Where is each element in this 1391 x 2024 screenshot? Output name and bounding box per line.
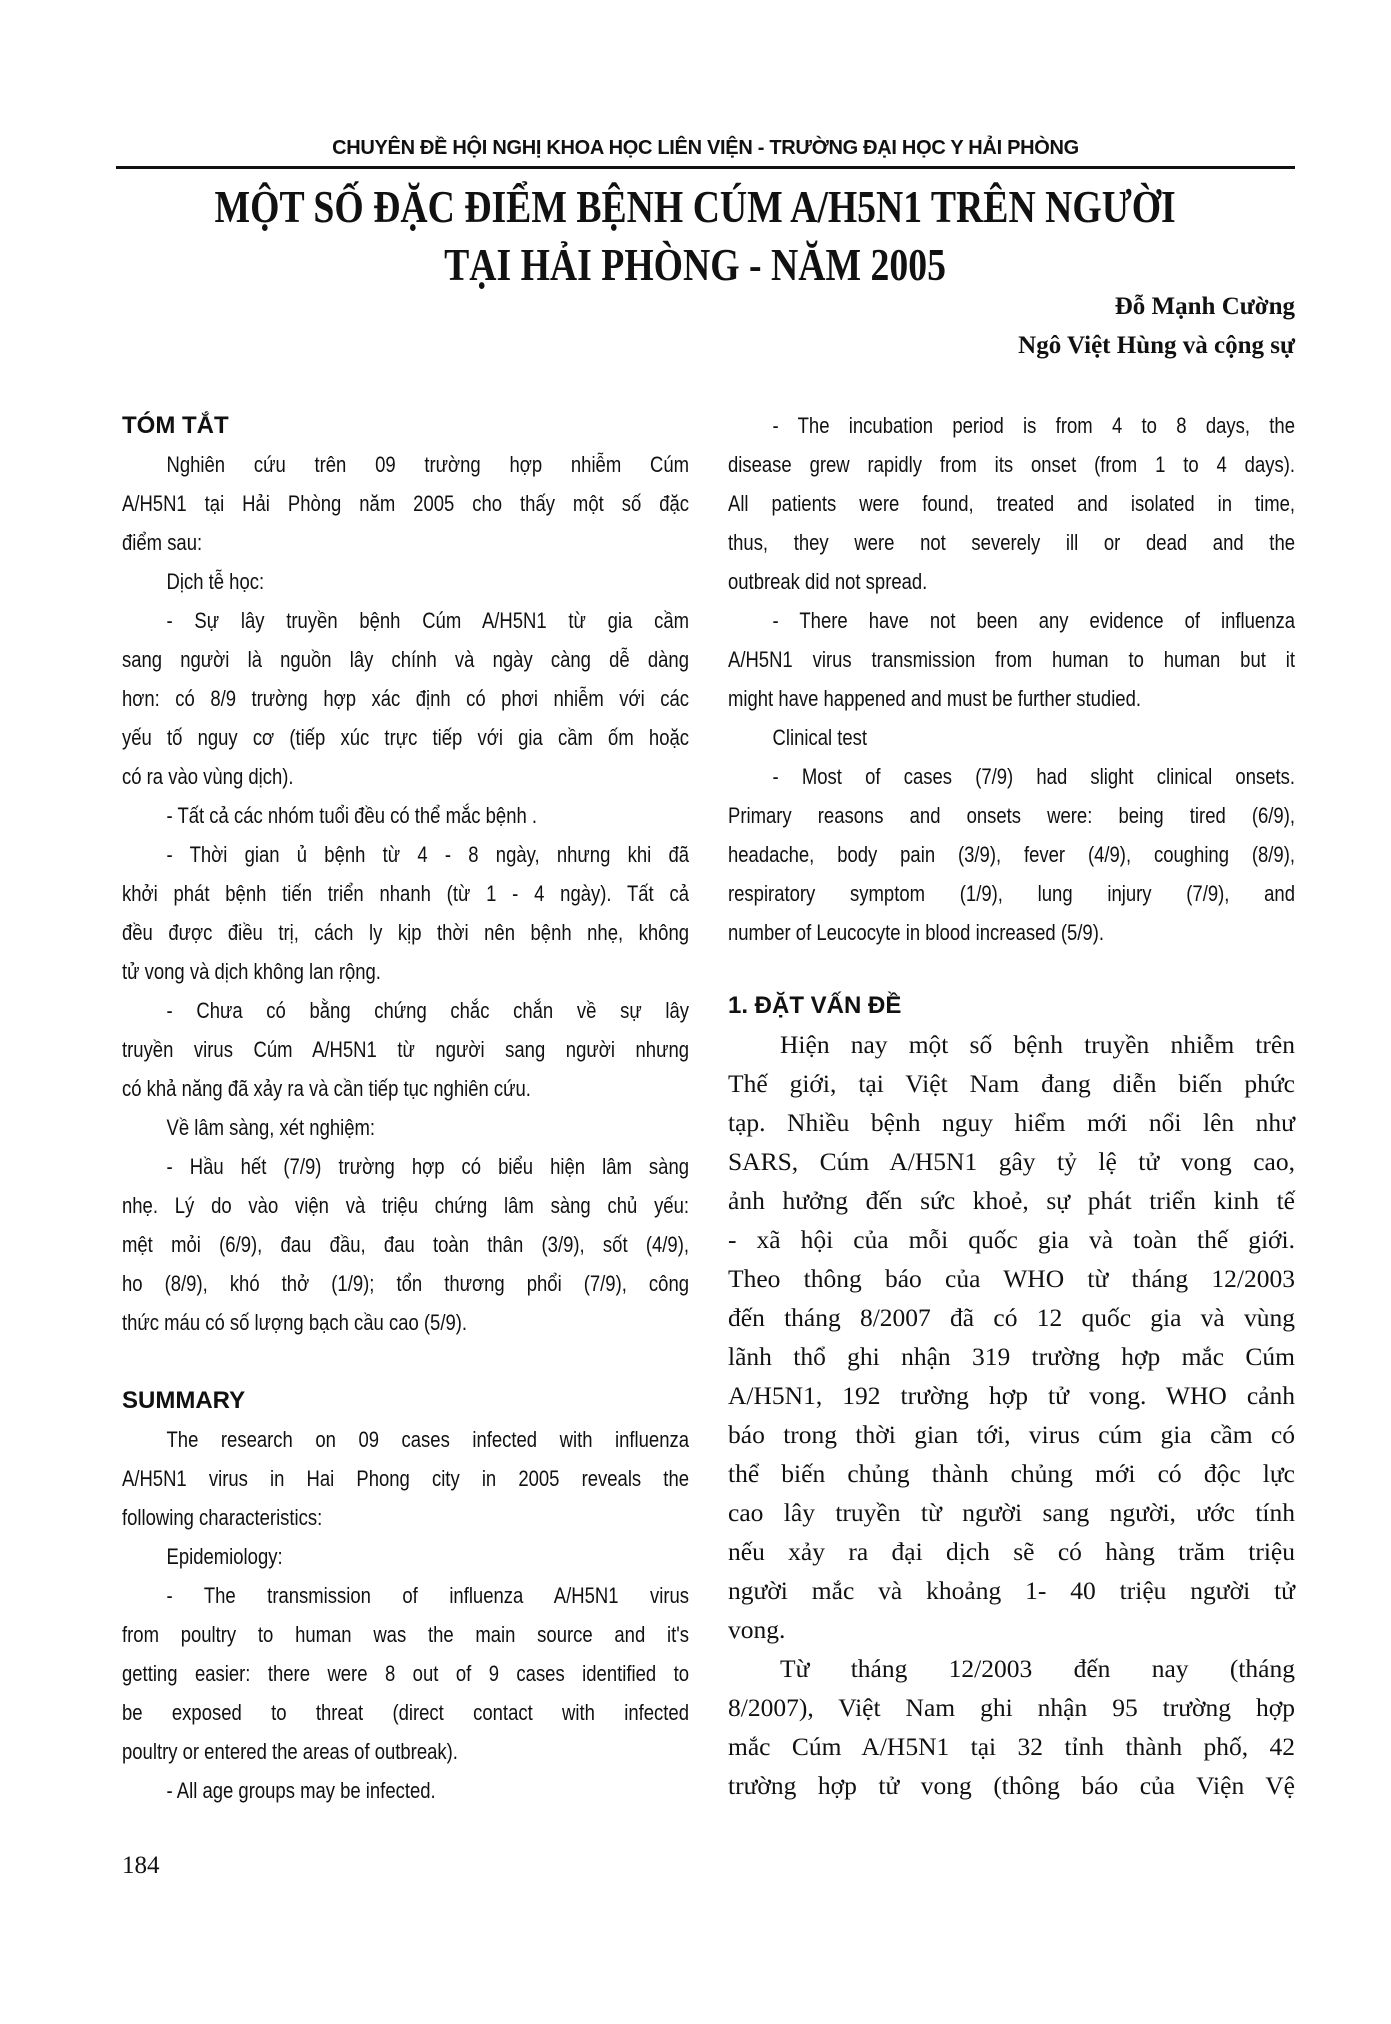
text-line — [728, 835, 1295, 874]
text-line-content: Về lâm sàng, xét nghiệm: — [166, 1115, 376, 1140]
text-line-content: poultry or entered the areas of outbreak). — [122, 1739, 458, 1764]
text-line-content: tạp. Nhiều bệnh nguy hiểm mới nổi lên như — [728, 1108, 1295, 1137]
text-line — [122, 523, 689, 562]
text-line — [122, 640, 689, 679]
text-line-content: disease grew rapidly from its onset (from 1 to 4 days). — [728, 452, 1295, 477]
paragraph — [122, 1537, 689, 1576]
text-line — [122, 757, 689, 796]
text-line-content: điểm sau: — [122, 530, 203, 555]
text-line — [728, 1766, 1295, 1805]
section-heading: TÓM TẮT — [122, 412, 229, 439]
text-line-content: respiratory symptom (1/9), lung injury (7/9), and — [728, 881, 1295, 906]
text-line — [122, 835, 689, 874]
text-line-content: - Chưa có bằng chứng chắc chắn về sự lây — [166, 998, 689, 1023]
paragraph — [122, 601, 689, 796]
text-line — [122, 1615, 689, 1654]
text-line — [122, 1498, 689, 1537]
text-line — [728, 1727, 1295, 1766]
text-line — [122, 952, 689, 991]
text-line — [728, 1025, 1295, 1064]
text-line-content: - There have not been any evidence of influenza — [772, 608, 1295, 633]
text-line — [122, 1147, 689, 1186]
paragraph — [122, 796, 689, 835]
text-line-content: A/H5N1, 192 trường hợp tử vong. WHO cảnh — [728, 1381, 1295, 1410]
section-heading: 1. ĐẶT VẤN ĐỀ — [728, 992, 902, 1019]
text-line-content: ảnh hưởng đến sức khoẻ, sự phát triển kinh tế — [728, 1186, 1295, 1215]
text-line — [122, 1303, 689, 1342]
text-line — [122, 484, 689, 523]
text-line — [728, 1415, 1295, 1454]
page-number: 184 — [122, 1852, 160, 1879]
text-line — [122, 1771, 689, 1810]
text-line — [122, 1264, 689, 1303]
text-line-content: thus, they were not severely ill or dead and the — [728, 530, 1295, 555]
text-line-content: outbreak did not spread. — [728, 569, 928, 594]
text-line — [122, 1654, 689, 1693]
text-line-content: Từ tháng 12/2003 đến nay (tháng — [780, 1654, 1295, 1683]
running-header: CHUYÊN ĐỀ HỘI NGHỊ KHOA HỌC LIÊN VIỆN - TRƯỜNG ĐẠI HỌC Y HẢI PHÒNG — [332, 137, 1079, 159]
article-title-line-1 — [0, 178, 1391, 236]
paragraph — [122, 1147, 689, 1342]
text-line — [122, 1186, 689, 1225]
text-line-content: sang người là nguồn lây chính và ngày càng dễ dàng — [122, 647, 689, 672]
section-heading: SUMMARY — [122, 1387, 246, 1414]
text-line-content: đến tháng 8/2007 đã có 12 quốc gia và vùng — [728, 1303, 1295, 1332]
text-line — [122, 1732, 689, 1771]
text-line — [122, 913, 689, 952]
text-line — [728, 1532, 1295, 1571]
text-line — [122, 1537, 689, 1576]
text-line — [728, 406, 1295, 445]
text-line-content: - The transmission of influenza A/H5N1 virus — [166, 1583, 689, 1608]
text-line — [728, 718, 1295, 757]
text-line-content: thể biến chủng thành chủng mới có độc lực — [728, 1459, 1295, 1488]
text-line-content: thức máu có số lượng bạch cầu cao (5/9). — [122, 1310, 468, 1335]
text-line-content: SARS, Cúm A/H5N1 gây tỷ lệ tử vong cao, — [728, 1147, 1295, 1176]
text-line-content: trường hợp tử vong (thông báo của Viện Vệ — [728, 1771, 1295, 1800]
text-line — [122, 1108, 689, 1147]
text-line-content: getting easier: there were 8 out of 9 cases identified to — [122, 1661, 689, 1686]
paragraph — [122, 562, 689, 601]
text-line — [122, 679, 689, 718]
text-line-content: A/H5N1 virus transmission from human to human but it — [728, 647, 1295, 672]
text-line-content: - Most of cases (7/9) had slight clinical onsets. — [772, 764, 1295, 789]
text-line-content: tử vong và dịch không lan rộng. — [122, 959, 381, 984]
text-line-content: following characteristics: — [122, 1505, 323, 1530]
text-line — [728, 445, 1295, 484]
text-line — [122, 1420, 689, 1459]
text-line-content: vong. — [728, 1615, 786, 1644]
text-line — [728, 913, 1295, 952]
paragraph — [728, 757, 1295, 952]
text-line-content: Hiện nay một số bệnh truyền nhiễm trên — [780, 1030, 1295, 1059]
author-2: Ngô Việt Hùng và cộng sự — [1018, 332, 1295, 359]
text-line — [122, 874, 689, 913]
text-line-content: number of Leucocyte in blood increased (5/9). — [728, 920, 1104, 945]
paragraph — [728, 718, 1295, 757]
text-line — [728, 1337, 1295, 1376]
text-line — [728, 1142, 1295, 1181]
text-line — [728, 562, 1295, 601]
text-line-content: Thế giới, tại Việt Nam đang diễn biến phức — [728, 1069, 1295, 1098]
text-line-content: mắc Cúm A/H5N1 tại 32 tỉnh thành phố, 42 — [728, 1732, 1295, 1761]
text-line — [122, 796, 689, 835]
text-line-content: headache, body pain (3/9), fever (4/9), coughing (8/9), — [728, 842, 1295, 867]
text-line — [122, 562, 689, 601]
paragraph — [728, 1025, 1295, 1649]
text-line — [728, 1688, 1295, 1727]
text-line-content: báo trong thời gian tới, virus cúm gia cầm có — [728, 1420, 1295, 1449]
text-line — [728, 679, 1295, 718]
text-line-content: A/H5N1 virus in Hai Phong city in 2005 reveals the — [122, 1466, 689, 1491]
text-line-content: đều được điều trị, cách ly kịp thời nên bệnh nhẹ, không — [122, 920, 689, 945]
text-line-content: - Thời gian ủ bệnh từ 4 - 8 ngày, nhưng khi đã — [166, 842, 689, 867]
paragraph — [728, 1649, 1295, 1805]
text-line-content: Epidemiology: — [166, 1544, 283, 1569]
text-line — [122, 718, 689, 757]
text-line-content: yếu tố nguy cơ (tiếp xúc trực tiếp với gia cầm ốm hoặc — [122, 725, 689, 750]
text-line — [728, 1103, 1295, 1142]
text-line — [728, 484, 1295, 523]
text-line — [728, 1181, 1295, 1220]
left-column — [122, 406, 689, 1810]
title-text: MỘT SỐ ĐẶC ĐIỂM BỆNH CÚM A/H5N1 TRÊN NGƯỜI — [214, 181, 1177, 232]
text-line-content: người mắc và khoảng 1- 40 triệu người tử — [728, 1576, 1295, 1605]
text-line — [728, 1649, 1295, 1688]
text-line — [728, 1454, 1295, 1493]
paragraph — [122, 991, 689, 1108]
text-line — [728, 1220, 1295, 1259]
paragraph — [122, 445, 689, 562]
text-line-content: nhẹ. Lý do vào viện và triệu chứng lâm sàng chủ yếu: — [122, 1193, 689, 1218]
text-line-content: - The incubation period is from 4 to 8 days, the — [772, 413, 1295, 438]
text-line-content: hơn: có 8/9 trường hợp xác định có phơi nhiễm với các — [122, 686, 689, 711]
text-line-content: ho (8/9), khó thở (1/9); tổn thương phổi (7/9), công — [122, 1271, 689, 1296]
text-line-content: 8/2007), Việt Nam ghi nhận 95 trường hợp — [728, 1693, 1295, 1722]
text-line — [728, 1064, 1295, 1103]
header-rule — [116, 166, 1295, 169]
text-line-content: - Hầu hết (7/9) trường hợp có biểu hiện lâm sàng — [166, 1154, 689, 1179]
text-line — [122, 1693, 689, 1732]
text-line-content: - Sự lây truyền bệnh Cúm A/H5N1 từ gia cầm — [166, 608, 689, 633]
paragraph — [122, 1108, 689, 1147]
text-line — [728, 874, 1295, 913]
text-line-content: có khả năng đã xảy ra và cần tiếp tục nghiên cứu. — [122, 1076, 531, 1101]
text-line-content: Theo thông báo của WHO từ tháng 12/2003 — [728, 1264, 1295, 1293]
paragraph — [122, 835, 689, 991]
text-line-content: cao lây truyền từ người sang người, ước tính — [728, 1498, 1295, 1527]
text-line — [728, 1493, 1295, 1532]
text-line-content: might have happened and must be further studied. — [728, 686, 1142, 711]
text-line-content: - All age groups may be infected. — [166, 1778, 436, 1803]
text-line — [122, 1459, 689, 1498]
text-line-content: - xã hội của mỗi quốc gia và toàn thế giới. — [728, 1225, 1295, 1254]
text-line — [728, 1610, 1295, 1649]
text-line — [728, 640, 1295, 679]
text-line — [728, 796, 1295, 835]
text-line-content: mệt mỏi (6/9), đau đầu, đau toàn thân (3/9), sốt (4/9), — [122, 1232, 689, 1257]
text-line — [122, 991, 689, 1030]
title-text: TẠI HẢI PHÒNG - NĂM 2005 — [444, 239, 947, 290]
paragraph — [728, 406, 1295, 601]
text-line — [122, 1030, 689, 1069]
text-line — [122, 445, 689, 484]
text-line — [728, 1259, 1295, 1298]
author-1: Đỗ Mạnh Cường — [1114, 293, 1295, 320]
text-line-content: Primary reasons and onsets were: being tired (6/9), — [728, 803, 1295, 828]
text-line-content: có ra vào vùng dịch). — [122, 764, 294, 789]
text-line-content: Dịch tễ học: — [166, 569, 265, 594]
text-line-content: lãnh thổ ghi nhận 319 trường hợp mắc Cúm — [728, 1342, 1295, 1371]
paragraph — [122, 1576, 689, 1771]
text-line — [728, 1376, 1295, 1415]
text-line — [728, 601, 1295, 640]
text-line-content: All patients were found, treated and isolated in time, — [728, 491, 1295, 516]
text-line — [728, 523, 1295, 562]
right-column — [728, 406, 1295, 1805]
text-line-content: The research on 09 cases infected with influenza — [166, 1427, 689, 1452]
paragraph — [122, 1771, 689, 1810]
article-title-line-2 — [0, 236, 1391, 294]
text-line — [728, 757, 1295, 796]
text-line-content: nếu xảy ra đại dịch sẽ có hàng trăm triệu — [728, 1537, 1295, 1566]
text-line — [122, 1069, 689, 1108]
text-line-content: - Tất cả các nhóm tuổi đều có thể mắc bệnh . — [166, 803, 538, 828]
text-line-content: Nghiên cứu trên 09 trường hợp nhiễm Cúm — [166, 452, 689, 477]
text-line-content: from poultry to human was the main source and it's — [122, 1622, 689, 1647]
text-line-content: be exposed to threat (direct contact with infected — [122, 1700, 689, 1725]
text-line-content: truyền virus Cúm A/H5N1 từ người sang người nhưng — [122, 1037, 689, 1062]
text-line — [728, 1298, 1295, 1337]
paragraph — [122, 1420, 689, 1537]
text-line — [122, 1225, 689, 1264]
text-line — [728, 1571, 1295, 1610]
text-line-content: A/H5N1 tại Hải Phòng năm 2005 cho thấy một số đặc — [122, 491, 689, 516]
text-line — [122, 601, 689, 640]
text-line-content: khởi phát bệnh tiến triển nhanh (từ 1 - 4 ngày). Tất cả — [122, 881, 689, 906]
text-line-content: Clinical test — [772, 725, 868, 750]
text-line — [122, 1576, 689, 1615]
paragraph — [728, 601, 1295, 718]
